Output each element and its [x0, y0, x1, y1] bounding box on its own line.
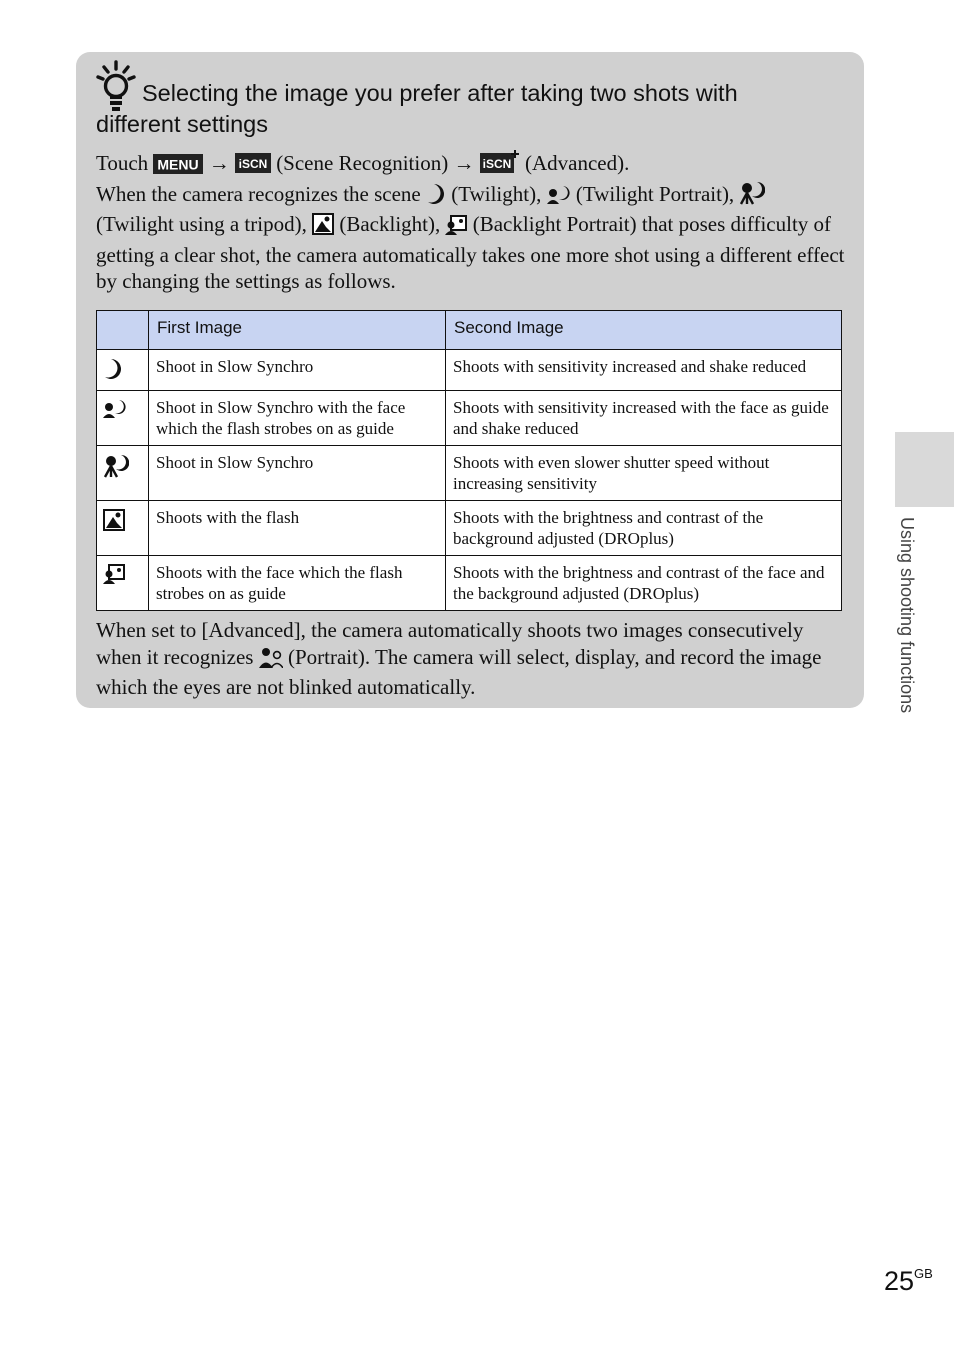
- row-icon-cell: [97, 501, 149, 556]
- backlight-portrait-icon: [445, 215, 467, 242]
- portrait-icon: [259, 646, 283, 675]
- table-row: [97, 350, 842, 391]
- svg-text:iSCN: iSCN: [482, 157, 512, 171]
- svg-text:MENU: MENU: [157, 156, 200, 173]
- twilight-icon: [103, 365, 123, 384]
- backlight-portrait-icon: [103, 569, 125, 588]
- menu-icon: [153, 154, 203, 181]
- page-number: $25^{GB}$: [884, 1266, 933, 1296]
- row-icon-cell: [97, 556, 149, 611]
- section-side-tab: [895, 432, 954, 507]
- table-row: [97, 446, 842, 501]
- row-icon-cell: [97, 391, 149, 446]
- second-image-cell: Shoots with the brightness and contrast of the face and the background adjusted (DROplus): [446, 556, 842, 611]
- second-image-cell: Shoots with the brightness and contrast of the background adjusted (DROplus): [446, 501, 842, 556]
- table-row: [97, 501, 842, 556]
- section-side-label: Using shooting functions: [897, 517, 917, 714]
- first-image-cell: Shoot in Slow Synchro: [149, 350, 446, 391]
- twilight-portrait-icon: [547, 185, 571, 212]
- first-image-cell: Shoot in Slow Synchro with the face which the flash strobes on as guide: [149, 391, 446, 446]
- header-icon-column: [97, 311, 149, 350]
- svg-text:iSCN: iSCN: [238, 157, 268, 171]
- table-header-row: [97, 311, 842, 350]
- comparison-table: [96, 310, 842, 611]
- table-row: [97, 556, 842, 611]
- twilight-icon: [426, 183, 446, 212]
- table-row: [97, 391, 842, 446]
- twilight-portrait-icon: [103, 404, 127, 423]
- iscn-icon: [235, 152, 271, 181]
- second-image-cell: Shoots with sensitivity increased and shake reduced: [446, 350, 842, 391]
- backlight-icon: [103, 516, 125, 535]
- header-first-image: First Image: [149, 311, 446, 350]
- advanced-note-paragraph: When set to [Advanced], the camera automatically shoots two images consecutively when it recognizes (Portrait). The camera will select, display, and record the image which the eyes are not blinked automatically.: [96, 618, 822, 699]
- iscn-advanced-icon: [480, 150, 520, 181]
- second-image-cell: Shoots with sensitivity increased with the face as guide and shake reduced: [446, 391, 842, 446]
- row-icon-cell: [97, 446, 149, 501]
- first-image-cell: Shoots with the flash: [149, 501, 446, 556]
- first-image-cell: Shoots with the face which the flash strobes on as guide: [149, 556, 446, 611]
- second-image-cell: Shoots with even slower shutter speed without increasing sensitivity: [446, 446, 842, 501]
- first-image-cell: Shoot in Slow Synchro: [149, 446, 446, 501]
- twilight-tripod-icon: [739, 181, 765, 212]
- backlight-icon: [312, 213, 334, 242]
- intro-paragraph: Touch MENU → iSCN (Scene Recognition) → iSCN (Advanced). When the camera recognizes the scene (Twilight), (Twilight Portrait), (Twilight using a tripod), (Backlight), (Backlight Portrait) that poses difficulty of getting a clear shot, the camera automatically takes one more shot using a different effect by changing the settings as follows.: [96, 151, 845, 293]
- twilight-tripod-icon: [103, 463, 129, 482]
- tip-title: Selecting the image you prefer after taking two shots with different settings: [96, 80, 738, 137]
- header-second-image: Second Image: [446, 311, 842, 350]
- row-icon-cell: [97, 350, 149, 391]
